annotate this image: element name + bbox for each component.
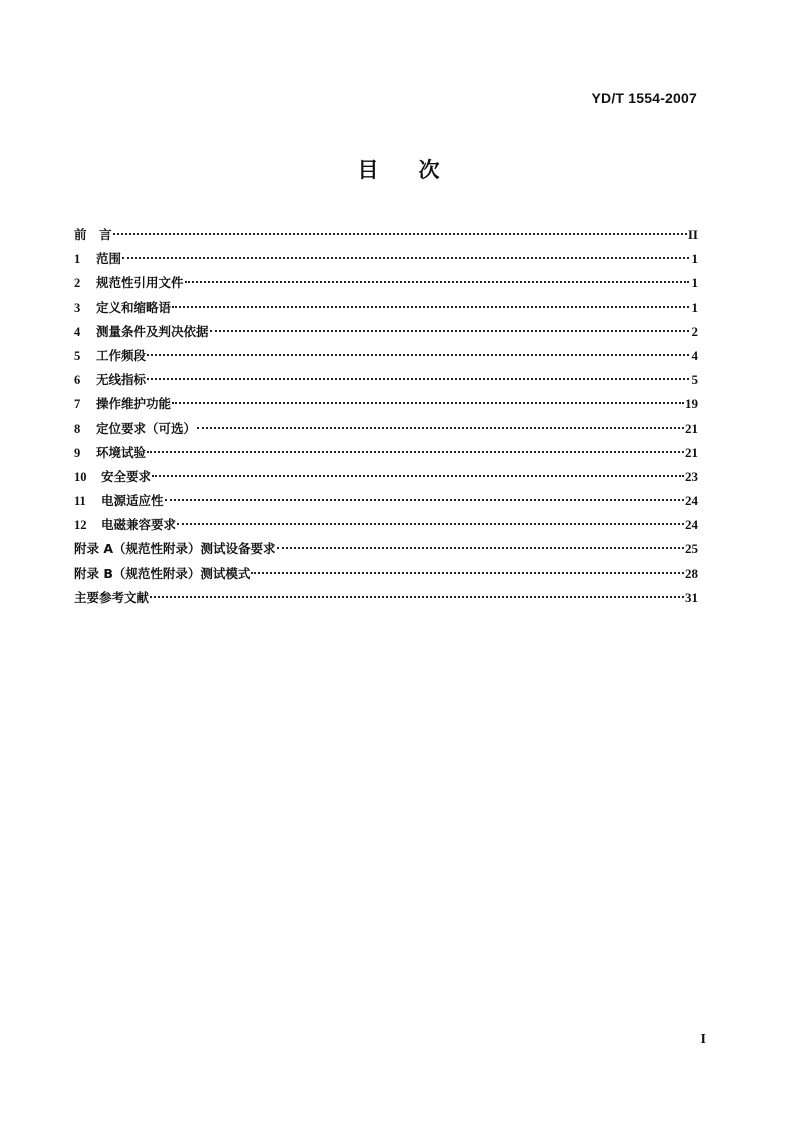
toc-entry-label: 附录 B（规范性附录）测试模式	[74, 565, 251, 581]
dot-leader	[152, 475, 684, 477]
toc-entry-number: 6	[74, 373, 81, 388]
dot-leader	[147, 354, 689, 356]
dot-leader	[122, 257, 689, 259]
toc-entry-page: 23	[685, 468, 698, 484]
toc-entry-label: 前 言	[74, 227, 112, 242]
toc-entry-10[interactable]	[74, 465, 698, 489]
toc-entry-page: 24	[685, 493, 698, 509]
dot-leader	[165, 499, 684, 501]
toc-entry-number: 5	[74, 348, 81, 363]
toc-entry-page: 28	[685, 565, 698, 581]
dot-leader	[147, 451, 684, 453]
toc-entry-label: 安全要求	[101, 468, 152, 484]
toc-entry-page: 31	[685, 589, 698, 605]
toc-entry-label: 定位要求（可选）	[96, 420, 197, 436]
dot-leader	[277, 547, 684, 549]
toc-entry-page: 5	[691, 372, 698, 388]
toc-entry-page: 4	[691, 347, 698, 363]
title-char-1: 目	[357, 158, 379, 182]
toc-entry-page: 25	[685, 541, 698, 557]
page-title	[0, 154, 797, 184]
toc-entry-6[interactable]	[74, 368, 698, 392]
table-of-contents	[74, 223, 698, 610]
toc-entry-label: 电磁兼容要求	[101, 517, 177, 533]
title-char-2: 次	[418, 158, 440, 182]
toc-entry-page: 24	[685, 517, 698, 533]
toc-entry-5[interactable]	[74, 344, 698, 368]
dot-leader	[172, 306, 689, 308]
dot-leader	[172, 402, 684, 404]
toc-entry-appendix-a[interactable]	[74, 537, 698, 561]
toc-entry-page: 21	[685, 420, 698, 436]
toc-entry-page: 1	[691, 299, 698, 315]
toc-entry-references[interactable]	[74, 586, 698, 610]
dot-leader	[177, 523, 684, 525]
toc-entry-2[interactable]	[74, 271, 698, 295]
toc-entry-label: 无线指标	[96, 372, 147, 388]
toc-entry-page: 1	[691, 275, 698, 291]
toc-entry-label: 定义和缩略语	[96, 299, 172, 315]
toc-entry-number: 9	[74, 445, 81, 460]
toc-entry-label: 规范性引用文件	[96, 275, 184, 291]
toc-entry-page: II	[687, 227, 698, 242]
toc-entry-label: 电源适应性	[101, 493, 164, 509]
toc-entry-label: 范围	[96, 251, 122, 267]
toc-entry-label: 主要参考文献	[74, 589, 150, 605]
dot-leader	[185, 281, 689, 283]
toc-entry-number: 4	[74, 324, 81, 339]
toc-entry-number: 2	[74, 276, 81, 291]
toc-entry-number: 10	[74, 469, 87, 484]
toc-entry-1[interactable]	[74, 247, 698, 271]
toc-entry-number: 7	[74, 397, 81, 412]
dot-leader	[210, 330, 689, 332]
toc-entry-8[interactable]	[74, 417, 698, 441]
toc-entry-9[interactable]	[74, 441, 698, 465]
toc-entry-4[interactable]	[74, 320, 698, 344]
dot-leader	[251, 572, 684, 574]
toc-entry-12[interactable]	[74, 513, 698, 537]
toc-entry-appendix-b[interactable]	[74, 562, 698, 586]
toc-entry-page: 1	[691, 251, 698, 267]
page-number: I	[700, 1032, 706, 1047]
toc-entry-number: 1	[74, 252, 81, 267]
dot-leader	[197, 427, 684, 429]
dot-leader	[147, 378, 689, 380]
toc-entry-label: 操作维护功能	[96, 396, 172, 412]
standard-code: YD/T 1554-2007	[591, 90, 697, 106]
toc-entry-label: 测量条件及判决依据	[96, 323, 209, 339]
toc-entry-11[interactable]	[74, 489, 698, 513]
toc-entry-number: 8	[74, 421, 81, 436]
toc-entry-label: 环境试验	[96, 444, 147, 460]
dot-leader	[113, 233, 687, 235]
toc-entry-page: 21	[685, 444, 698, 460]
toc-entry-number: 12	[74, 518, 87, 533]
toc-entry-label: 工作频段	[96, 347, 147, 363]
toc-entry-page: 2	[691, 323, 698, 339]
toc-entry-page: 19	[685, 396, 698, 412]
toc-entry-7[interactable]	[74, 392, 698, 416]
toc-entry-label: 附录 A（规范性附录）测试设备要求	[74, 541, 276, 557]
toc-entry-3[interactable]	[74, 296, 698, 320]
toc-entry-foreword[interactable]	[74, 223, 698, 247]
dot-leader	[150, 596, 684, 598]
toc-entry-number: 3	[74, 300, 81, 315]
toc-entry-number: 11	[74, 494, 86, 509]
